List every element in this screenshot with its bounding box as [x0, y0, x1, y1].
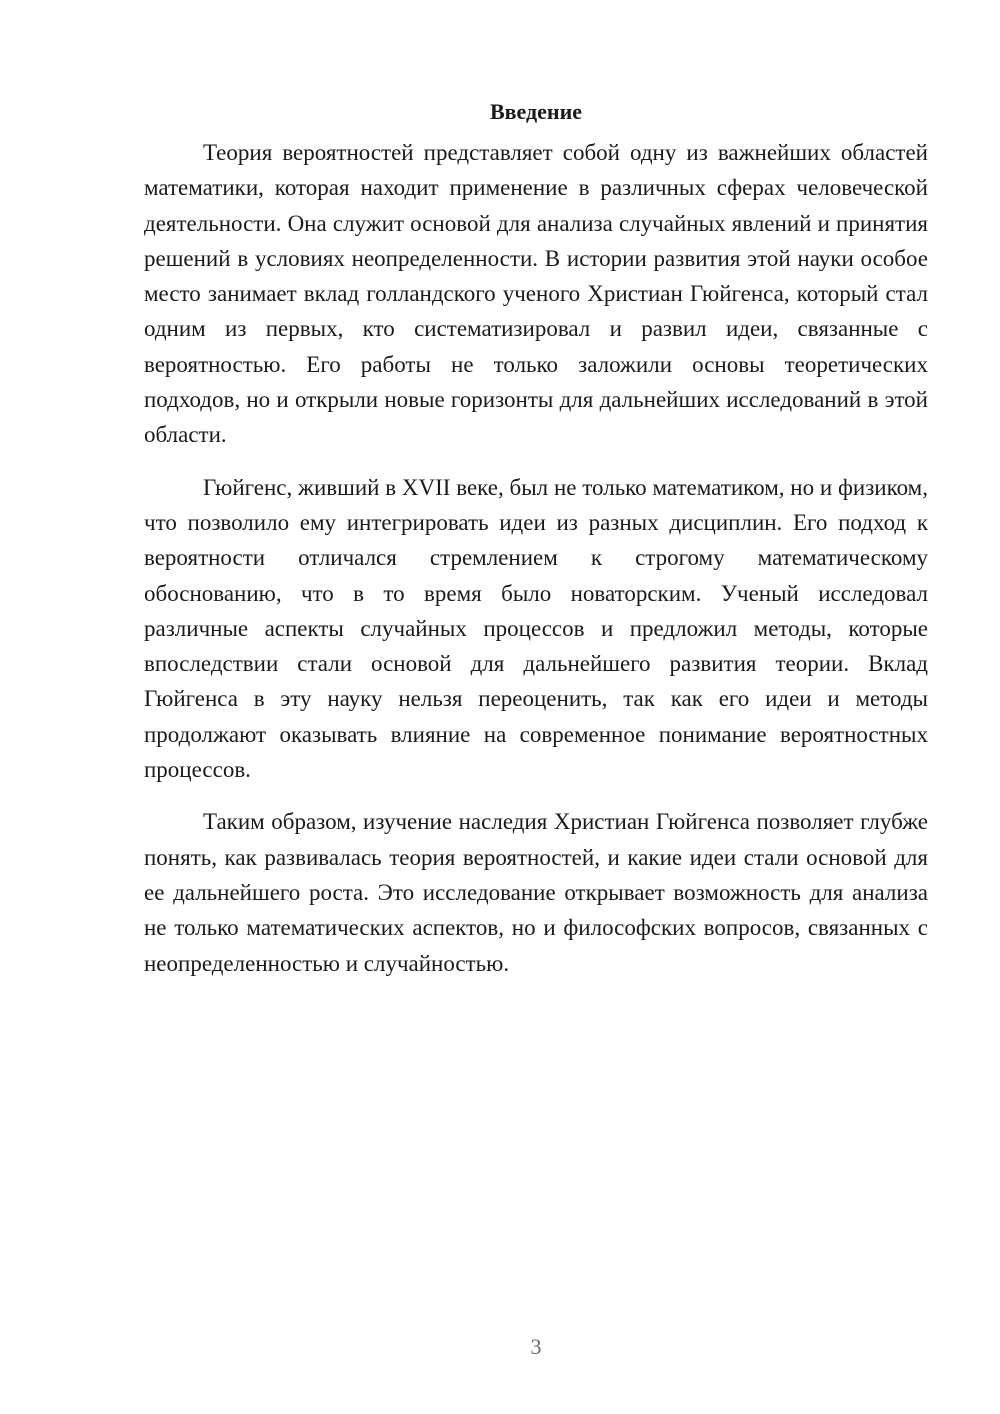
paragraph-huygens: Гюйгенс, живший в XVII веке, был не только математиком, но и физиком, что позволило ему интегрировать идеи из разных дисциплин. Его подход к вероятности отличался стремлением к строгому математическому обоснованию, что в то время было новаторским. Ученый исследовал различные аспекты случайных процессов и предложил методы, которые впоследствии стали основой для дальнейшего развития теории. Вклад Гюйгенса в эту науку нельзя переоценить, так как его идеи и методы продолжают оказывать влияние на современное понимание вероятностных процессов. [144, 474, 928, 783]
page-number: 3 [530, 1334, 542, 1359]
page-title: Введение [489, 99, 583, 124]
paragraph-intro: Теория вероятностей представляет собой одну из важнейших областей математики, которая находит применение в различных сферах человеческой деятельности. Она служит основой для анализа случайных явлений и принятия решений в условиях неопределенности. В истории развития этой науки особое место занимает вклад голландского ученого Христиан Гюйгенса, который стал одним из первых, кто систематизировал и развил идеи, связанные с вероятностью. Его работы не только заложили основы теоретических подходов, но и открыли новые горизонты для дальнейших исследований в этой области. [144, 140, 928, 448]
page-content [144, 92, 928, 998]
paragraph-conclusion: Таким образом, изучение наследия Христиан Гюйгенса позволяет глубже понять, как развивалась теория вероятностей, и какие идеи стали основой для ее дальнейшего роста. Это исследование открывает возможность для анализа не только математических аспектов, но и философских вопросов, связанных с неопределенностью и случайностью. [144, 809, 928, 976]
